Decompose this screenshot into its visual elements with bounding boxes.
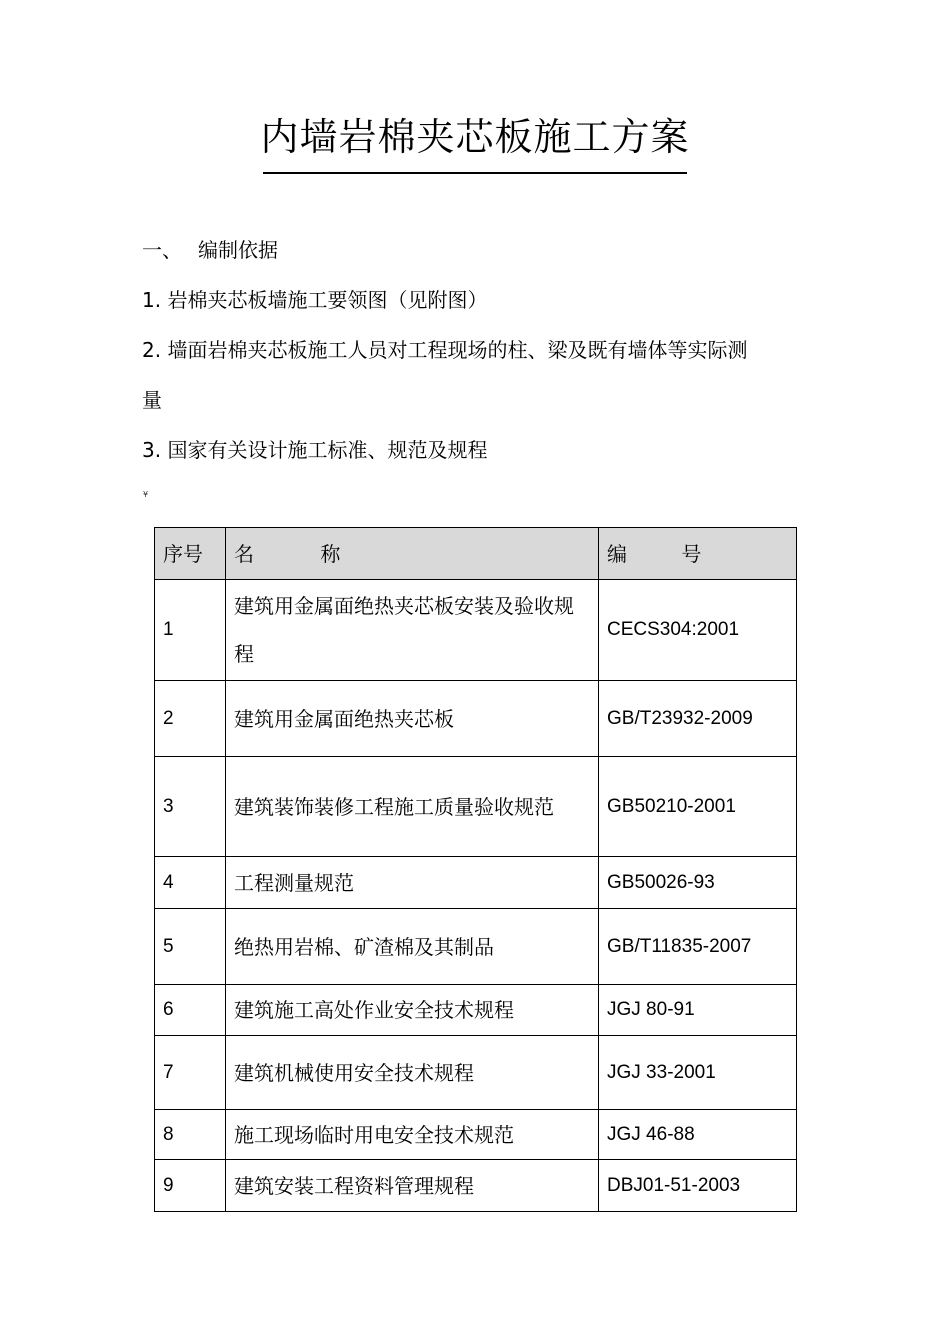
row-name: 建筑用金属面绝热夹芯板 [226,681,599,757]
table-row [155,857,797,909]
table-row [155,757,797,857]
header-name-label: 名 称 [234,541,371,566]
row-code: DBJ01-51-2003 [599,1160,797,1212]
row-name: 建筑装饰装修工程施工质量验收规范 [226,757,599,857]
row-name: 施工现场临时用电安全技术规范 [226,1110,599,1160]
page-title: 内墙岩棉夹芯板施工方案 [260,115,690,159]
section-number: 一、 [142,238,182,262]
basis-item-2: 2. 墙面岩棉夹芯板施工人员对工程现场的柱、梁及既有墙体等实际测 [142,338,748,362]
row-name: 建筑机械使用安全技术规程 [226,1036,599,1110]
stray-mark: ¥ [143,490,149,499]
row-code: GB50026-93 [599,857,797,909]
row-number: 6 [155,985,226,1036]
table-row [155,1110,797,1160]
table-row [155,1160,797,1212]
row-number: 3 [155,757,226,857]
section-heading [142,236,278,264]
row-number: 2 [155,681,226,757]
header-code-label: 编 号 [607,541,726,566]
table-header-row [155,528,797,580]
header-code [599,528,797,580]
row-name: 工程测量规范 [226,857,599,909]
row-code: GB/T23932-2009 [599,681,797,757]
table-row [155,909,797,985]
basis-item-1: 1. 岩棉夹芯板墙施工要领图（见附图） [142,288,488,312]
row-number: 5 [155,909,226,985]
row-name: 建筑安装工程资料管理规程 [226,1160,599,1212]
table-row [155,985,797,1036]
header-number: 序号 [155,528,226,580]
title-underline [263,172,687,174]
table-row [155,681,797,757]
row-code: CECS304:2001 [599,580,797,681]
basis-item-3: 3. 国家有关设计施工标准、规范及规程 [142,438,488,462]
section-heading-text: 编制依据 [198,238,278,262]
row-code: GB/T11835-2007 [599,909,797,985]
row-number: 8 [155,1110,226,1160]
row-code: GB50210-2001 [599,757,797,857]
header-name [226,528,599,580]
row-number: 7 [155,1036,226,1110]
table-row [155,1036,797,1110]
row-code: JGJ 46-88 [599,1110,797,1160]
row-code: JGJ 33-2001 [599,1036,797,1110]
row-number: 1 [155,580,226,681]
row-name: 绝热用岩棉、矿渣棉及其制品 [226,909,599,985]
row-number: 4 [155,857,226,909]
standards-table [154,527,797,1212]
basis-item-2-continued: 量 [142,388,162,412]
row-code: JGJ 80-91 [599,985,797,1036]
row-number: 9 [155,1160,226,1212]
table-row [155,580,797,681]
row-name: 建筑用金属面绝热夹芯板安装及验收规程 [226,580,599,681]
row-name: 建筑施工高处作业安全技术规程 [226,985,599,1036]
